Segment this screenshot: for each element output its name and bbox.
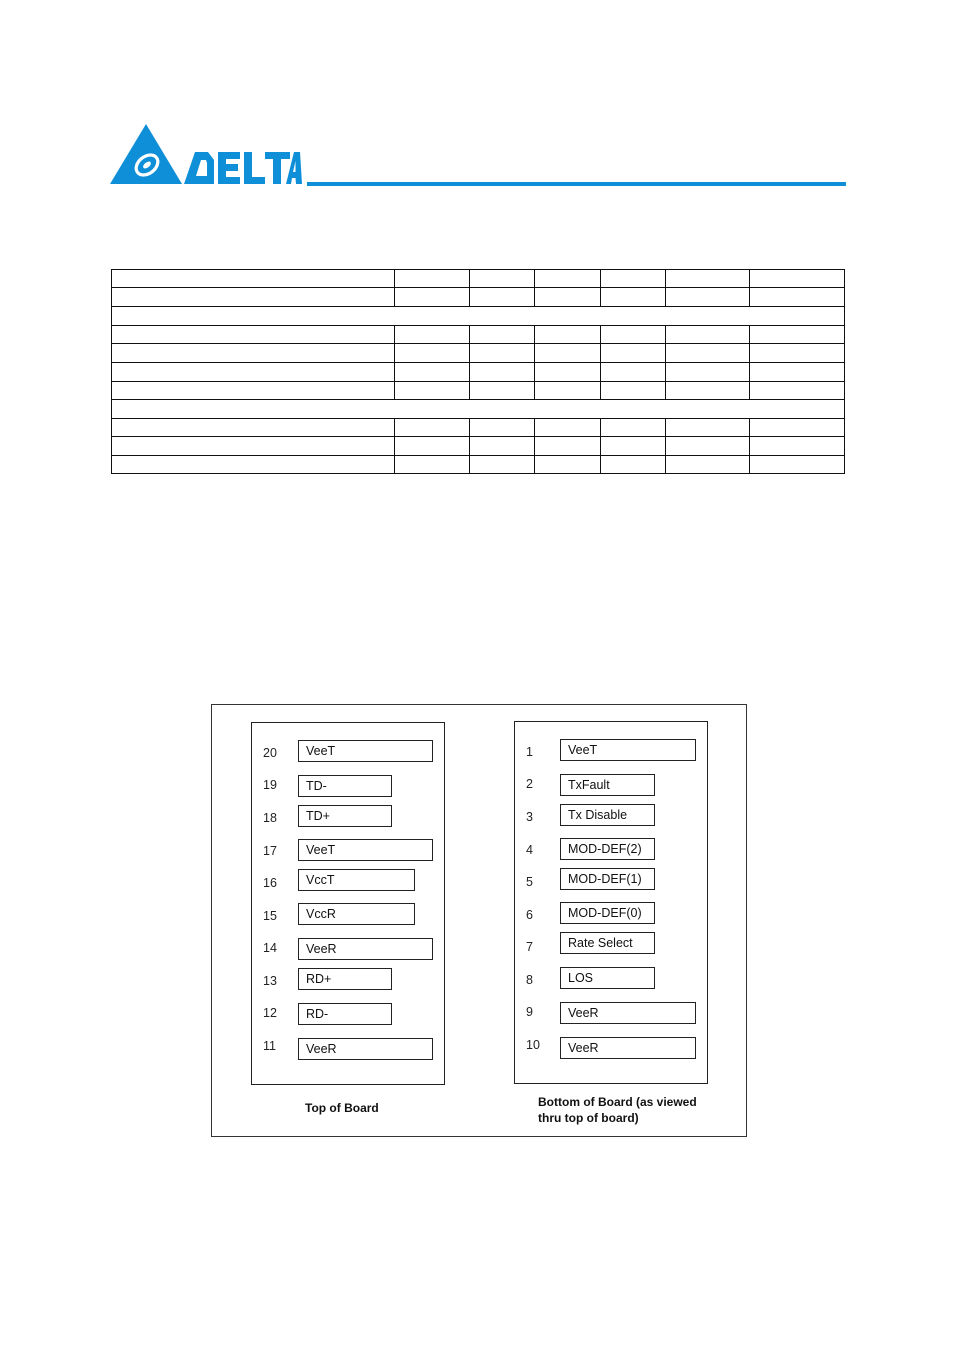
pin-number-9: 9: [526, 1005, 533, 1019]
bottom-of-board-caption-line2: thru top of board): [538, 1111, 639, 1125]
pin-label-9: VeeR: [560, 1002, 696, 1024]
pin-label-14: VeeR: [298, 938, 433, 960]
pin-label-15: VccR: [298, 903, 415, 925]
pin-number-3: 3: [526, 810, 533, 824]
pin-number-11: 11: [263, 1039, 276, 1053]
pin-number-19: 19: [263, 778, 277, 792]
pin-number-1: 1: [526, 745, 533, 759]
pin-label-1: VeeT: [560, 739, 696, 761]
pin-label-19: TD-: [298, 775, 392, 797]
pin-number-16: 16: [263, 876, 277, 890]
pin-number-17: 17: [263, 844, 277, 858]
pin-number-8: 8: [526, 973, 533, 987]
pin-label-3: Tx Disable: [560, 804, 655, 826]
pin-number-20: 20: [263, 746, 277, 760]
pin-number-4: 4: [526, 843, 533, 857]
logo-letter-e: [218, 152, 240, 184]
pin-number-18: 18: [263, 811, 277, 825]
pin-number-2: 2: [526, 777, 533, 791]
table-row: [112, 437, 845, 456]
bottom-of-board-caption-line1: Bottom of Board (as viewed: [538, 1095, 697, 1109]
pin-number-12: 12: [263, 1006, 277, 1020]
table-row: [112, 456, 845, 474]
pin-label-6: MOD-DEF(0): [560, 902, 655, 924]
spec-table: [111, 269, 845, 474]
pin-number-13: 13: [263, 974, 277, 988]
pin-number-7: 7: [526, 940, 533, 954]
pin-label-8: LOS: [560, 967, 655, 989]
pin-label-5: MOD-DEF(1): [560, 868, 655, 890]
pin-label-10: VeeR: [560, 1037, 696, 1059]
table-row: [112, 419, 845, 437]
pin-label-13: RD+: [298, 968, 392, 990]
delta-logo: [110, 124, 302, 186]
table-row: [112, 344, 845, 363]
table-row: [112, 363, 845, 382]
pin-label-7: Rate Select: [560, 932, 655, 954]
pin-number-5: 5: [526, 875, 533, 889]
table-section-row: [112, 400, 845, 419]
logo-letter-t: [265, 152, 290, 184]
header-rule: [307, 182, 846, 186]
logo-letter-l: [244, 152, 265, 184]
pin-label-20: VeeT: [298, 740, 433, 762]
table-row: [112, 288, 845, 307]
pin-number-10: 10: [526, 1038, 540, 1052]
pin-number-15: 15: [263, 909, 277, 923]
pin-number-14: 14: [263, 941, 277, 955]
table-row: [112, 270, 845, 288]
pin-label-18: TD+: [298, 805, 392, 827]
pin-label-11: VeeR: [298, 1038, 433, 1060]
table-section-row: [112, 307, 845, 326]
table-row: [112, 382, 845, 400]
pin-label-17: VeeT: [298, 839, 433, 861]
table-row: [112, 326, 845, 344]
pin-label-2: TxFault: [560, 774, 655, 796]
pin-diagram: [211, 704, 747, 1137]
pin-label-4: MOD-DEF(2): [560, 838, 655, 860]
top-of-board-caption: Top of Board: [305, 1101, 379, 1115]
pin-label-16: VccT: [298, 869, 415, 891]
pin-label-12: RD-: [298, 1003, 392, 1025]
pin-number-6: 6: [526, 908, 533, 922]
